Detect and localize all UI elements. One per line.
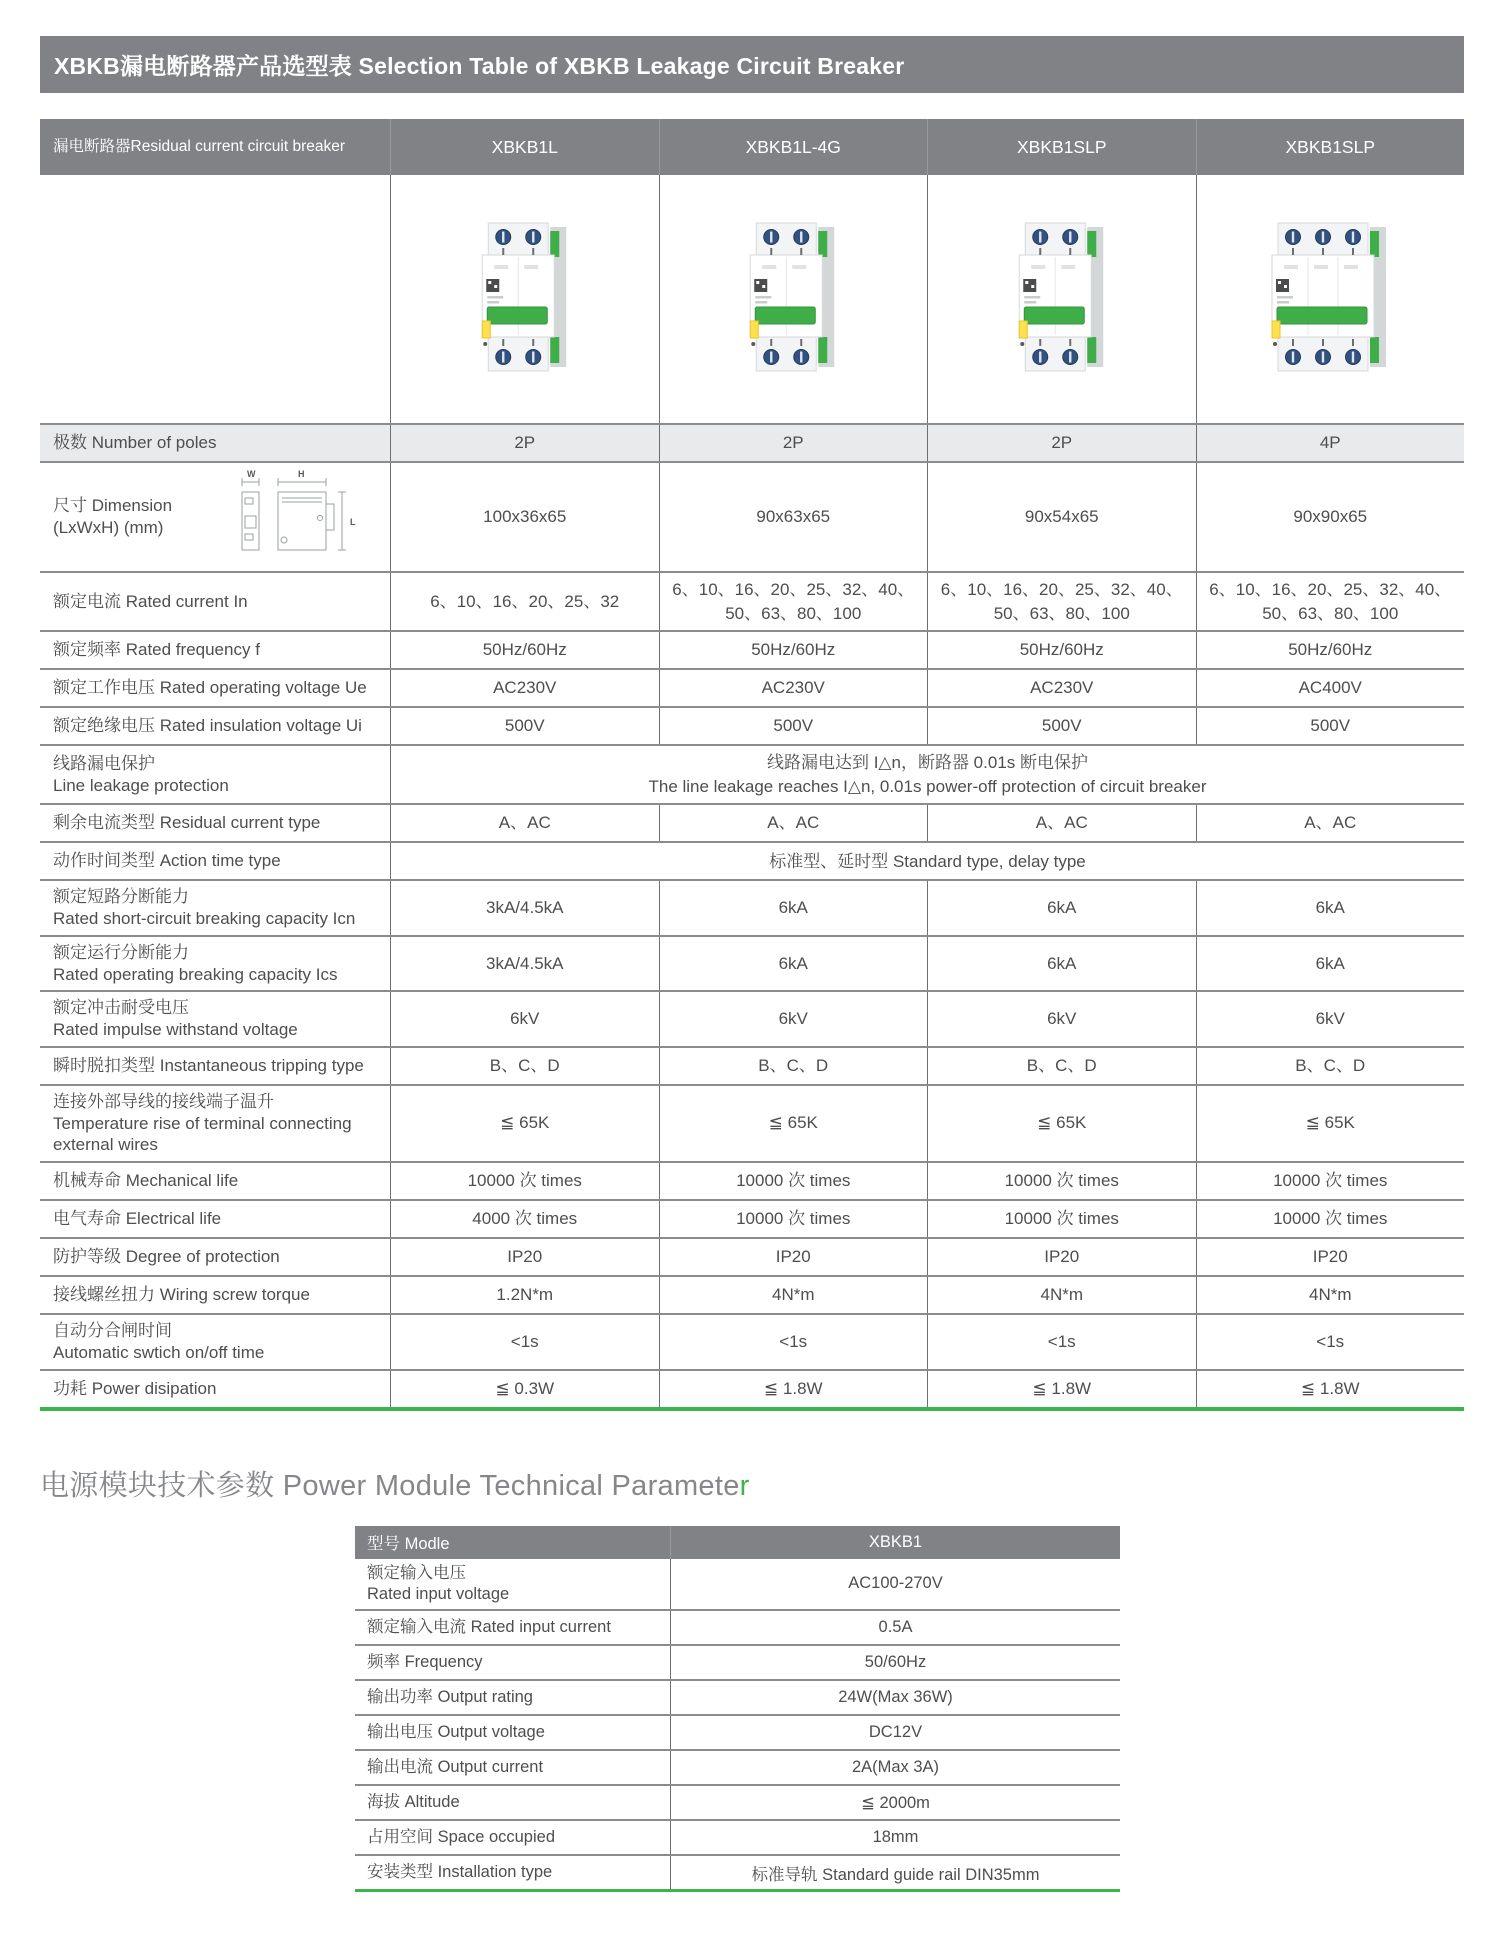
spec-merged-cell	[390, 843, 1464, 879]
spec-label-text	[53, 1246, 280, 1268]
product-image-row	[40, 175, 1464, 423]
spec-value-cell-2: 6kA	[659, 937, 928, 991]
spec-value-cell-2: 6kV	[659, 992, 928, 1046]
spec-label-text	[53, 715, 362, 737]
spec-row	[40, 1046, 1464, 1084]
spec-label-text-line: 额定短路分断能力	[53, 887, 189, 907]
spec-label	[40, 573, 390, 631]
power-module-title-accent: r	[739, 1469, 750, 1502]
spec-value-cell-3: 6kA	[927, 881, 1196, 935]
spec-label-text	[53, 677, 367, 699]
spec-value-cell-3: 500V	[927, 708, 1196, 744]
power-module-header-value: XBKB1	[670, 1526, 1120, 1559]
spec-value-cell-1: ≦ 0.3W	[390, 1371, 659, 1407]
power-module-row-value: ≦ 2000m	[670, 1786, 1120, 1819]
spec-value-cell-3: ≦ 1.8W	[927, 1371, 1196, 1407]
power-module-label-text	[367, 1862, 552, 1883]
spec-row	[40, 571, 1464, 631]
power-module-label-text-line: 额定输入电流 Rated input current	[367, 1618, 611, 1637]
spec-value-cell-3: AC230V	[927, 670, 1196, 706]
spec-label-text	[53, 812, 320, 834]
power-module-table-body	[355, 1559, 1120, 1890]
spec-value-cell-4: <1s	[1196, 1315, 1465, 1369]
spec-label-text	[53, 886, 355, 930]
dimension-diagram	[226, 468, 372, 566]
spec-value-cell-3: B、C、D	[927, 1048, 1196, 1084]
power-module-row-label	[355, 1716, 670, 1749]
power-module-table	[355, 1526, 1120, 1893]
svg-text:W: W	[247, 469, 256, 479]
spec-row	[40, 935, 1464, 991]
power-module-row-value: 50/60Hz	[670, 1646, 1120, 1679]
power-module-label-text	[367, 1652, 483, 1673]
breaker-image	[1267, 221, 1393, 378]
spec-value-cell-4: 10000 次 times	[1196, 1163, 1465, 1199]
corner-label-line: Residual current circuit breaker	[130, 137, 346, 155]
spec-merged-cell	[390, 746, 1464, 803]
spec-label-text-line: 电气寿命 Electrical life	[53, 1209, 222, 1229]
power-module-row-label	[355, 1821, 670, 1854]
spec-label-text-line: 防护等级 Degree of protection	[53, 1247, 280, 1267]
corner-label	[53, 137, 384, 157]
spec-value-cell-1: 10000 次 times	[390, 1163, 659, 1199]
spec-label	[40, 1163, 390, 1199]
spec-merged-line: The line leakage reaches I△n, 0.01s power-off protection of circuit breaker	[648, 776, 1207, 796]
spec-label-text-line: 瞬时脱扣类型 Instantaneous tripping type	[53, 1055, 364, 1075]
spec-value-cell-1: 500V	[390, 708, 659, 744]
power-module-row	[355, 1784, 1120, 1819]
power-module-row-label	[355, 1751, 670, 1784]
spec-value-cell-4: ≦ 65K	[1196, 1086, 1465, 1161]
spec-value-cell-4: 6kA	[1196, 937, 1465, 991]
spec-value-cell-3: 10000 次 times	[927, 1201, 1196, 1237]
selection-table-body	[40, 423, 1464, 1407]
spec-value-cell-2: 6、10、16、20、25、32、40、50、63、80、100	[659, 573, 928, 631]
power-module-row-label	[355, 1681, 670, 1714]
spec-value-cell-4: 10000 次 times	[1196, 1201, 1465, 1237]
selection-table-corner-cell	[40, 119, 390, 175]
spec-label-text	[53, 591, 248, 613]
spec-value-cell-3: A、AC	[927, 805, 1196, 841]
spec-label-text	[53, 753, 229, 797]
spec-value-cell-4: 50Hz/60Hz	[1196, 632, 1465, 668]
spec-label-text-line: 接线螺丝扭力 Wiring screw torque	[53, 1285, 310, 1305]
spec-row	[40, 1161, 1464, 1199]
spec-value-cell-2: ≦ 65K	[659, 1086, 928, 1161]
spec-value-cell-4: 6kA	[1196, 881, 1465, 935]
spec-value-cell-2: 6kA	[659, 881, 928, 935]
spec-label-text	[53, 1320, 264, 1364]
product-image-cell-3	[927, 175, 1196, 423]
spec-value-cell-2: ≦ 1.8W	[659, 1371, 928, 1407]
spec-value-cell-3: 4N*m	[927, 1277, 1196, 1313]
spec-value-cell-3: IP20	[927, 1239, 1196, 1275]
spec-row	[40, 1199, 1464, 1237]
spec-row	[40, 1275, 1464, 1313]
spec-label-text	[53, 1055, 364, 1077]
spec-value-cell-1: 4000 次 times	[390, 1201, 659, 1237]
spec-merged-line: 标准型、延时型 Standard type, delay type	[769, 851, 1086, 871]
spec-value-cell-3: 6kV	[927, 992, 1196, 1046]
spec-label-text-line: 额定电流 Rated current In	[53, 591, 248, 611]
spec-label-text-line: 动作时间类型 Action time type	[53, 851, 281, 871]
spec-value-cell-1: 100x36x65	[390, 463, 659, 571]
page-title: XBKB漏电断路器产品选型表 Selection Table of XBKB Leakage Circuit Breaker	[54, 53, 905, 79]
selection-table-header-row	[40, 119, 1464, 175]
spec-value-cell-1: 3kA/4.5kA	[390, 881, 659, 935]
spec-value-cell-1: 2P	[390, 425, 659, 461]
power-module-label-text-line: 输出功率 Output rating	[367, 1688, 533, 1707]
spec-row	[40, 706, 1464, 744]
spec-value-cell-4: 6、10、16、20、25、32、40、50、63、80、100	[1196, 573, 1465, 631]
spec-label	[40, 708, 390, 744]
power-module-row-value: 0.5A	[670, 1611, 1120, 1644]
spec-row	[40, 1369, 1464, 1407]
spec-label	[40, 746, 390, 803]
power-module-row	[355, 1854, 1120, 1889]
spec-value-cell-3: ≦ 65K	[927, 1086, 1196, 1161]
spec-label-text	[53, 639, 260, 661]
spec-label-text	[53, 432, 216, 454]
power-module-label-text-line: Rated input voltage	[367, 1584, 510, 1603]
spec-value-cell-1: 50Hz/60Hz	[390, 632, 659, 668]
spec-row	[40, 879, 1464, 935]
spec-value-cell-3: 90x54x65	[927, 463, 1196, 571]
spec-row	[40, 630, 1464, 668]
spec-row	[40, 1237, 1464, 1275]
spec-label-text-line: Rated operating breaking capacity Ics	[53, 964, 338, 984]
spec-label-text-line: Rated impulse withstand voltage	[53, 1020, 298, 1039]
power-module-row	[355, 1609, 1120, 1644]
power-module-header-label: 型号 Modle	[367, 1535, 450, 1553]
spec-value-cell-1: IP20	[390, 1239, 659, 1275]
spec-label	[40, 1277, 390, 1313]
spec-value-cell-2: B、C、D	[659, 1048, 928, 1084]
spec-label-text	[53, 1378, 216, 1400]
power-module-label-text	[367, 1617, 611, 1638]
spec-row	[40, 1313, 1464, 1369]
breaker-image	[746, 221, 841, 378]
spec-label-text-line: external wires	[53, 1135, 158, 1155]
spec-label-text-line: 额定运行分断能力	[53, 942, 189, 962]
svg-text:H: H	[298, 469, 305, 479]
spec-value-cell-4: 500V	[1196, 708, 1465, 744]
spec-value-cell-4: IP20	[1196, 1239, 1465, 1275]
spec-value-cell-1: 6kV	[390, 992, 659, 1046]
svg-text:L: L	[350, 517, 356, 527]
spec-value-cell-4: 4P	[1196, 425, 1465, 461]
spec-label	[40, 1239, 390, 1275]
spec-value-cell-1: B、C、D	[390, 1048, 659, 1084]
model-header-cell-1: XBKB1L	[390, 119, 659, 175]
page-title-bar	[40, 36, 1464, 93]
power-module-label-text	[367, 1757, 543, 1778]
spec-value-cell-1: A、AC	[390, 805, 659, 841]
spec-value-cell-4: 6kV	[1196, 992, 1465, 1046]
corner-label-line: 漏电断路器	[53, 137, 131, 155]
spec-label-text	[53, 997, 298, 1041]
spec-value-cell-4: 90x90x65	[1196, 463, 1465, 571]
model-header-cell-2: XBKB1L-4G	[659, 119, 928, 175]
spec-label	[40, 632, 390, 668]
spec-value-cell-2: 2P	[659, 425, 928, 461]
spec-label-text-line: 自动分合闸时间	[53, 1321, 172, 1340]
spec-label	[40, 805, 390, 841]
spec-label-text-line: 剩余电流类型 Residual current type	[53, 813, 321, 833]
spec-label-text-line: 功耗 Power disipation	[53, 1378, 217, 1398]
page-content	[40, 36, 1464, 1892]
spec-row	[40, 461, 1464, 571]
power-module-label-text	[367, 1563, 509, 1606]
power-module-label-text	[367, 1687, 533, 1708]
spec-value-cell-2: 500V	[659, 708, 928, 744]
spec-label	[40, 881, 390, 935]
spec-label-text-line: Rated short-circuit breaking capacity Icn	[53, 909, 356, 928]
spec-row	[40, 668, 1464, 706]
power-module-label-text-line: 占用空间 Space occupied	[367, 1828, 556, 1847]
spec-label-text-line: 额定频率 Rated frequency f	[53, 640, 260, 660]
power-module-row	[355, 1679, 1120, 1714]
spec-value-cell-2: 90x63x65	[659, 463, 928, 571]
spec-value-cell-1: <1s	[390, 1315, 659, 1369]
spec-label-text	[53, 1170, 238, 1192]
spec-value-cell-2: 50Hz/60Hz	[659, 632, 928, 668]
spec-label-text-line: 尺寸 Dimension	[53, 496, 173, 516]
spec-label-text-line: 额定工作电压 Rated operating voltage Ue	[53, 678, 367, 698]
spec-row	[40, 841, 1464, 879]
spec-value-cell-1: 1.2N*m	[390, 1277, 659, 1313]
spec-label	[40, 937, 390, 991]
spec-label	[40, 1371, 390, 1407]
spec-value-cell-3: 2P	[927, 425, 1196, 461]
power-module-row-value: DC12V	[670, 1716, 1120, 1749]
power-module-row-value: 18mm	[670, 1821, 1120, 1854]
spec-label-text-line: 额定绝缘电压 Rated insulation voltage Ui	[53, 716, 362, 736]
power-module-row	[355, 1819, 1120, 1854]
spec-value-cell-3: <1s	[927, 1315, 1196, 1369]
power-module-label-text-line: 海拔 Altitude	[367, 1793, 460, 1812]
power-module-title	[40, 1463, 1464, 1504]
spec-label-text-line: 极数 Number of poles	[53, 433, 217, 453]
spec-label-text-line: 额定冲击耐受电压	[53, 998, 189, 1018]
power-module-title-text: 电源模块技术参数 Power Module Technical Paramete	[40, 1469, 740, 1502]
spec-value-cell-4: AC400V	[1196, 670, 1465, 706]
model-header-cell-3: XBKB1SLP	[927, 119, 1196, 175]
spec-label-text-line: 连接外部导线的接线端子温升	[53, 1091, 274, 1111]
spec-label-text	[53, 850, 281, 872]
spec-label	[40, 425, 390, 461]
spec-value-cell-2: 10000 次 times	[659, 1201, 928, 1237]
breaker-image	[478, 221, 573, 378]
spec-label	[40, 1086, 390, 1161]
power-module-label-text	[367, 1722, 545, 1743]
spec-value-cell-4: A、AC	[1196, 805, 1465, 841]
product-image-row-spacer	[40, 175, 390, 423]
power-module-row	[355, 1644, 1120, 1679]
spec-value-cell-2: 4N*m	[659, 1277, 928, 1313]
spec-merged-line: 线路漏电达到 I△n，断路器 0.01s 断电保护	[766, 753, 1088, 773]
spec-label-text-line: Line leakage protection	[53, 775, 229, 795]
power-module-row	[355, 1714, 1120, 1749]
spec-label-text	[53, 1091, 352, 1156]
spec-row	[40, 1084, 1464, 1161]
power-module-header-row	[355, 1526, 1120, 1559]
spec-value-cell-3: 6、10、16、20、25、32、40、50、63、80、100	[927, 573, 1196, 631]
power-module-row-value: 2A(Max 3A)	[670, 1751, 1120, 1784]
spec-label	[40, 843, 390, 879]
spec-value-cell-1: ≦ 65K	[390, 1086, 659, 1161]
power-module-label-text-line: 输出电流 Output current	[367, 1758, 544, 1777]
power-module-row-label	[355, 1786, 670, 1819]
product-image-cell-2	[659, 175, 928, 423]
spec-value-cell-3: 10000 次 times	[927, 1163, 1196, 1199]
power-module-label-text-line: 频率 Frequency	[367, 1653, 483, 1672]
spec-value-cell-1: 6、10、16、20、25、32	[390, 573, 659, 631]
spec-row	[40, 744, 1464, 803]
power-module-row-value: 标准导轨 Standard guide rail DIN35mm	[670, 1856, 1120, 1889]
breaker-image	[1015, 221, 1110, 378]
spec-label	[40, 1048, 390, 1084]
spec-label-text-line: Automatic swtich on/off time	[53, 1342, 265, 1362]
spec-value-cell-2: 10000 次 times	[659, 1163, 928, 1199]
spec-label	[40, 1315, 390, 1369]
spec-label-text	[53, 1284, 310, 1306]
spec-label	[40, 992, 390, 1046]
spec-value-cell-4: 4N*m	[1196, 1277, 1465, 1313]
spec-value-cell-1: AC230V	[390, 670, 659, 706]
power-module-row-value: AC100-270V	[670, 1559, 1120, 1610]
power-module-row	[355, 1559, 1120, 1610]
spec-value-cell-1: 3kA/4.5kA	[390, 937, 659, 991]
spec-label-text	[53, 495, 172, 539]
spec-label	[40, 670, 390, 706]
power-module-label-text-line: 安装类型 Installation type	[367, 1863, 553, 1882]
power-module-row-label	[355, 1559, 670, 1610]
spec-row	[40, 803, 1464, 841]
spec-value-cell-2: A、AC	[659, 805, 928, 841]
product-image-cell-1	[390, 175, 659, 423]
power-module-label-text	[367, 1792, 460, 1813]
spec-value-cell-2: IP20	[659, 1239, 928, 1275]
spec-value-cell-3: 6kA	[927, 937, 1196, 991]
spec-label	[40, 463, 390, 571]
spec-row	[40, 990, 1464, 1046]
spec-label-text-line: (LxWxH) (mm)	[53, 517, 164, 537]
selection-table	[40, 119, 1464, 1411]
spec-label-text-line: 线路漏电保护	[53, 754, 155, 774]
power-module-row	[355, 1749, 1120, 1784]
power-module-label-text-line: 额定输入电压	[367, 1563, 466, 1582]
spec-label	[40, 1201, 390, 1237]
power-module-label-text-line: 输出电压 Output voltage	[367, 1723, 545, 1742]
spec-label-text	[53, 942, 337, 986]
spec-value-cell-4: ≦ 1.8W	[1196, 1371, 1465, 1407]
power-module-row-label	[355, 1611, 670, 1644]
power-module-row-label	[355, 1856, 670, 1889]
spec-value-cell-4: B、C、D	[1196, 1048, 1465, 1084]
spec-value-cell-2: <1s	[659, 1315, 928, 1369]
spec-label-text-line: 机械寿命 Mechanical life	[53, 1171, 239, 1191]
spec-label-text-line: Temperature rise of terminal connecting	[53, 1113, 352, 1133]
power-module-row-label	[355, 1646, 670, 1679]
model-header-cell-4: XBKB1SLP	[1196, 119, 1465, 175]
spec-row	[40, 423, 1464, 461]
power-module-label-text	[367, 1827, 555, 1848]
spec-value-cell-2: AC230V	[659, 670, 928, 706]
spec-label-text	[53, 1208, 221, 1230]
power-module-row-value: 24W(Max 36W)	[670, 1681, 1120, 1714]
product-image-cell-4	[1196, 175, 1465, 423]
spec-value-cell-3: 50Hz/60Hz	[927, 632, 1196, 668]
